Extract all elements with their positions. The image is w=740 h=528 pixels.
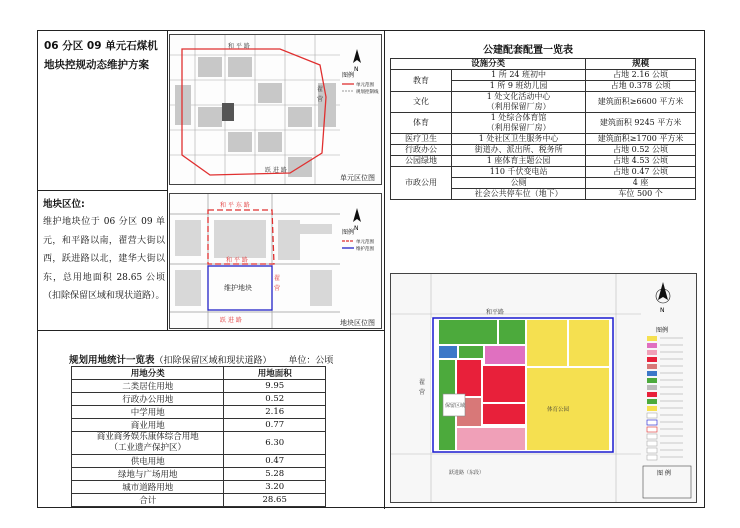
table-header: 用地面积 — [224, 367, 326, 380]
road-label: 营 — [419, 389, 426, 396]
table-row — [391, 113, 696, 134]
table-row — [72, 468, 326, 481]
table-cell: 市政公用 — [391, 167, 452, 200]
table-cell: 建筑面积 9245 平方米 — [586, 113, 696, 134]
table-cell: 3.20 — [224, 481, 326, 494]
legend-title: 图 例 — [657, 470, 671, 477]
svg-text:和 平 路: 和 平 路 — [226, 257, 248, 264]
road-label: 跃进路（东段） — [449, 470, 485, 476]
title-line: 地块控规动态维护方案 — [44, 59, 149, 71]
green-land-block — [499, 320, 525, 344]
plot-location-map — [169, 193, 382, 329]
green-land-block — [459, 346, 483, 358]
commercial-block — [483, 404, 525, 424]
table-row — [72, 494, 326, 507]
table-row — [391, 92, 696, 113]
legend-label: 单元范围 — [356, 83, 374, 88]
table-row — [391, 134, 696, 145]
retained-area-label: 保留区域 — [445, 403, 466, 409]
table-cell: 体育 — [391, 113, 452, 134]
location-description: 维护地块位于 06 分区 09 单元，和平路以南，翟营大街以西，跃进路以北，建华大街以东，总用地面积 28.65 公顷（扣除保留区域和现状道路）。 — [43, 217, 165, 301]
divider — [38, 330, 384, 331]
public-facilities-table — [390, 58, 696, 200]
table-cell: 占地 0.378 公顷 — [586, 81, 696, 92]
table-cell: 1 所 9 班幼儿园 — [452, 81, 586, 92]
table-cell: 合计 — [72, 494, 224, 507]
table-cell: 5.28 — [224, 468, 326, 481]
svg-text:跃 进 路: 跃 进 路 — [265, 167, 287, 174]
legend-label: 规划控制线 — [356, 90, 379, 95]
legend-label: 维护范围 — [356, 247, 374, 252]
road-label: 翟 — [419, 379, 426, 386]
legend-title: 图例 — [342, 72, 355, 79]
table-cell: 110 千伏变电站 — [452, 167, 586, 178]
svg-text:营: 营 — [317, 96, 324, 103]
plan-map-graphic — [391, 274, 696, 502]
table-header: 规模 — [586, 59, 696, 70]
drawing-sheet — [37, 30, 705, 508]
title-line: 06 分区 09 单元石煤机 — [44, 40, 158, 52]
stats-subtitle: （扣除保留区域和现状道路） — [154, 356, 272, 366]
table-header-row — [391, 59, 696, 70]
svg-text:跃 进 路: 跃 进 路 — [220, 317, 242, 324]
commercial-block — [457, 360, 481, 396]
table-row — [72, 393, 326, 406]
table-row — [72, 380, 326, 393]
map-caption: 单元区位图 — [340, 174, 375, 182]
table-cell: 1 处社区卫生服务中心 — [452, 134, 586, 145]
table-row — [72, 455, 326, 468]
land-use-plan-map — [390, 273, 697, 503]
svg-text:和 平 路: 和 平 路 — [228, 43, 250, 50]
table-row — [72, 406, 326, 419]
plot-label: 维护地块 — [224, 284, 252, 292]
table-cell: 0.52 — [224, 393, 326, 406]
table-cell: 占地 0.47 公顷 — [586, 167, 696, 178]
residential-block — [527, 320, 567, 366]
table-header-row — [72, 367, 326, 380]
table-cell: 商业商务娱乐康体综合用地 （工业遗产保护区） — [72, 432, 224, 455]
svg-text:N: N — [660, 307, 665, 314]
green-land-block — [439, 320, 497, 344]
svg-text:翟: 翟 — [317, 86, 324, 93]
land-use-table — [71, 366, 326, 507]
table-cell: 建筑面积≥1700 平方米 — [586, 134, 696, 145]
plot-map-graphic — [170, 194, 381, 328]
table-cell: 占地 2.16 公顷 — [586, 70, 696, 81]
table-row — [72, 432, 326, 455]
table-header: 用地分类 — [72, 367, 224, 380]
table-cell: 公厕 — [452, 178, 586, 189]
svg-text:翟: 翟 — [274, 275, 281, 282]
table-cell: 商业用地 — [72, 419, 224, 432]
residential-block — [569, 320, 609, 366]
table-cell: 供电用地 — [72, 455, 224, 468]
divider — [167, 31, 168, 330]
table-row — [391, 167, 696, 178]
table-row — [391, 145, 696, 156]
table-cell: 28.65 — [224, 494, 326, 507]
svg-text:N: N — [354, 225, 359, 232]
table-cell: 街道办、派出所、税务所 — [452, 145, 586, 156]
table-cell: 医疗卫生 — [391, 134, 452, 145]
stats-title-main: 规划用地统计一览表 — [69, 355, 155, 366]
table-cell: 6.30 — [224, 432, 326, 455]
unit-location-map — [169, 34, 382, 185]
table-cell: 占地 4.53 公顷 — [586, 156, 696, 167]
table-cell: 车位 500 个 — [586, 189, 696, 200]
table-cell: 教育 — [391, 70, 452, 92]
admin-block — [485, 346, 525, 364]
utility-block — [439, 346, 457, 358]
table-cell: 1 处文化活动中心 （利用保留厂房） — [452, 92, 586, 113]
table-cell: 占地 0.52 公顷 — [586, 145, 696, 156]
table-cell: 9.95 — [224, 380, 326, 393]
park-label: 体育公园 — [547, 407, 570, 413]
table-cell: 2.16 — [224, 406, 326, 419]
table-row — [72, 481, 326, 494]
table-cell: 文化 — [391, 92, 452, 113]
table-row — [72, 419, 326, 432]
stats-unit: 单位：公顷 — [288, 356, 334, 366]
commercial-block — [483, 366, 525, 402]
table-cell: 0.47 — [224, 455, 326, 468]
svg-text:营: 营 — [274, 285, 281, 292]
table-cell: 1 处综合体育馆 （利用保留厂房） — [452, 113, 586, 134]
public-facilities-title: 公建配套配置一览表 — [483, 45, 573, 56]
table-cell: 1 所 24 班初中 — [452, 70, 586, 81]
table-cell: 行政办公用地 — [72, 393, 224, 406]
svg-text:和 平 东 路: 和 平 东 路 — [220, 202, 250, 209]
table-cell: 4 座 — [586, 178, 696, 189]
table-cell: 社会公共停车位（地下） — [452, 189, 586, 200]
legend-label: 单元范围 — [356, 240, 374, 245]
svg-text:N: N — [354, 66, 359, 73]
divider — [38, 190, 167, 191]
stats-title — [69, 352, 333, 366]
page-title — [44, 37, 162, 75]
table-cell: 中学用地 — [72, 406, 224, 419]
table-row — [391, 70, 696, 81]
table-cell: 城市道路用地 — [72, 481, 224, 494]
table-header: 设施分类 — [391, 59, 586, 70]
table-cell: 1 座体育主题公园 — [452, 156, 586, 167]
table-cell: 二类居住用地 — [72, 380, 224, 393]
table-row — [391, 156, 696, 167]
table-cell: 行政办公 — [391, 145, 452, 156]
table-cell: 建筑面积≥6600 平方米 — [586, 92, 696, 113]
unit-map-graphic — [170, 35, 381, 184]
legend-title: 图例 — [342, 229, 355, 236]
road-label: 和平路 — [486, 309, 505, 316]
legend-title: 图例 — [656, 327, 669, 334]
school-block — [457, 428, 525, 450]
divider — [384, 31, 385, 509]
table-cell: 公园绿地 — [391, 156, 452, 167]
map-caption: 地块区位图 — [340, 319, 375, 327]
table-cell: 绿地与广场用地 — [72, 468, 224, 481]
table-cell: 0.77 — [224, 419, 326, 432]
location-heading: 地块区位: — [43, 199, 85, 210]
